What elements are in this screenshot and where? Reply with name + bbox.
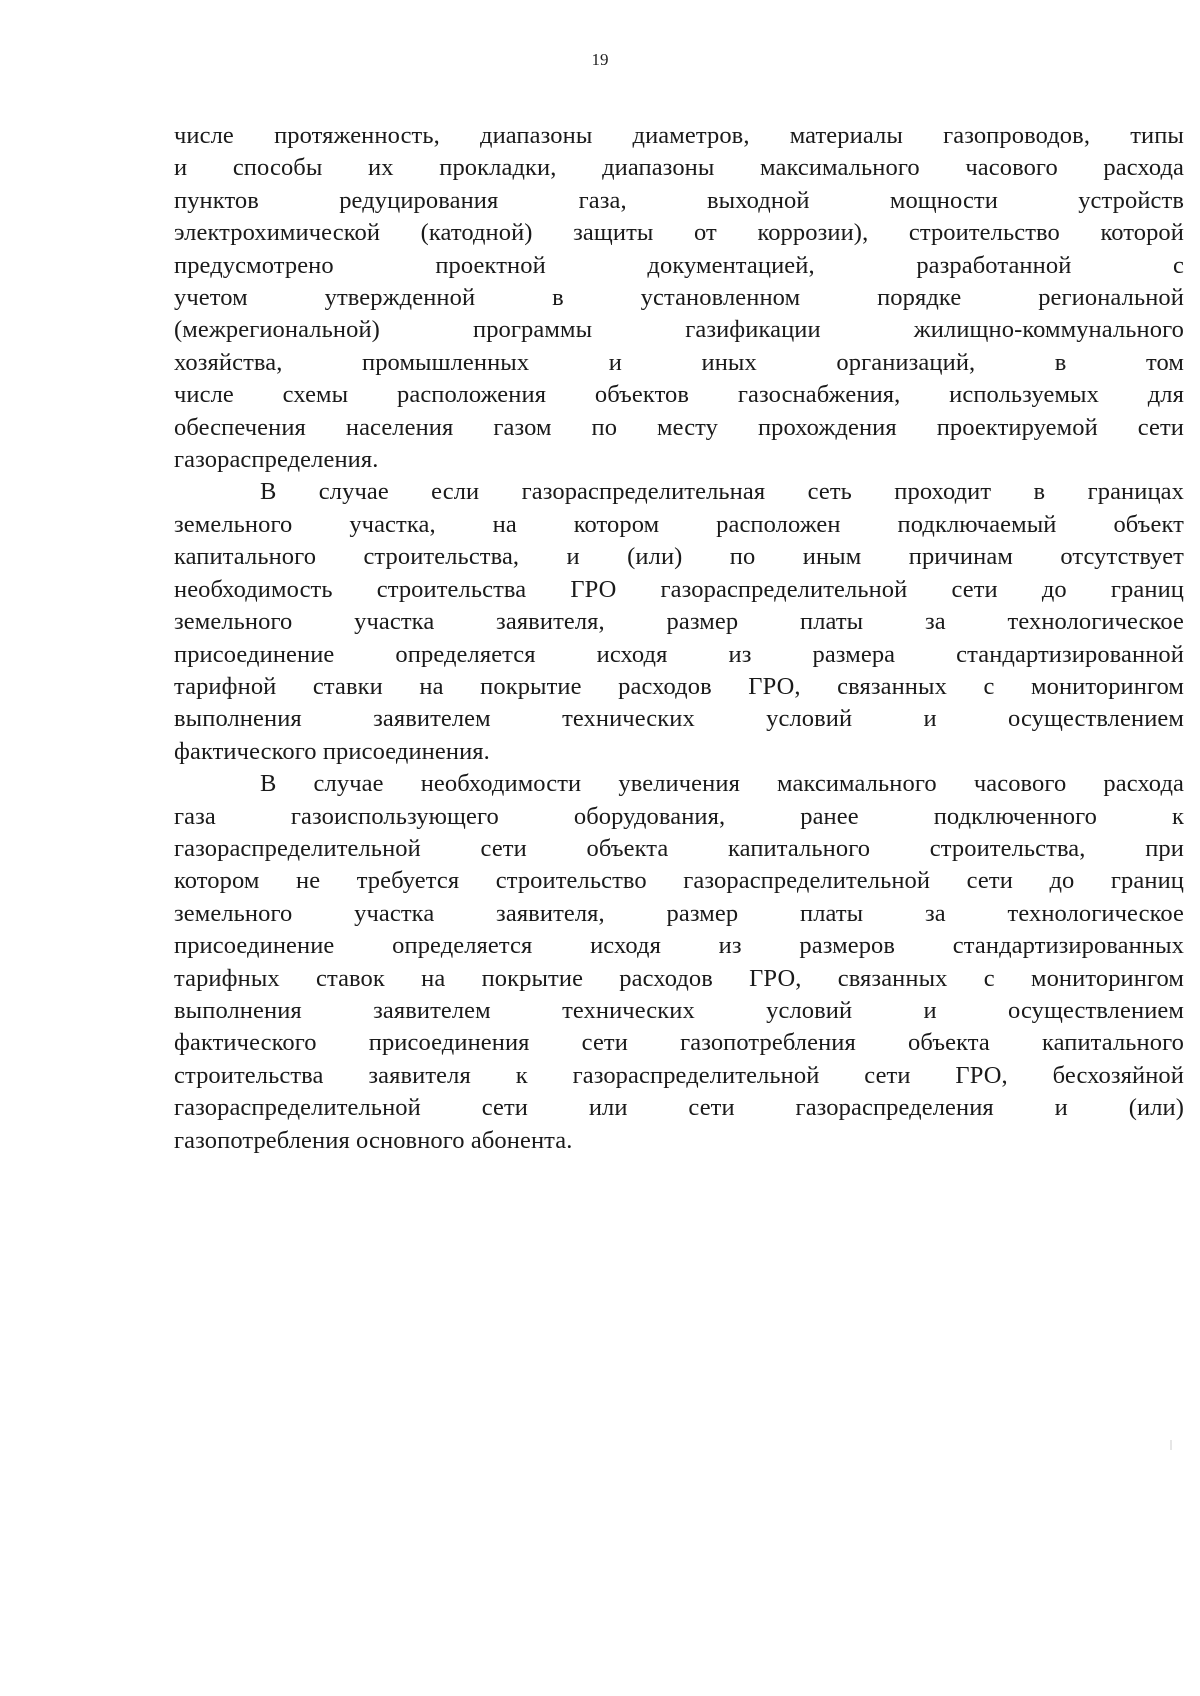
text-line: газопотребления основного абонента. (174, 1126, 573, 1154)
text-line: газораспределительной сети или сети газораспределения и (или) (174, 1094, 1184, 1122)
text-line: газораспределения. (174, 446, 379, 474)
text-line: (межрегиональной) программы газификации жилищно-коммунального (174, 316, 1184, 344)
text-line: электрохимической (катодной) защиты от коррозии), строительство которой (174, 219, 1184, 247)
text-line: котором не требуется строительство газораспределительной сети до границ (174, 867, 1184, 895)
text-line: тарифной ставки на покрытие расходов ГРО, связанных с мониторингом (174, 672, 1184, 700)
document-body (174, 120, 1184, 1157)
text-line: земельного участка заявителя, размер платы за технологическое (174, 608, 1184, 636)
paragraph-3 (174, 768, 1184, 1157)
text-line: необходимость строительства ГРО газораспределительной сети до границ (174, 575, 1184, 603)
text-line: выполнения заявителем технических условий и осуществлением (174, 705, 1184, 733)
text-line: обеспечения населения газом по месту прохождения проектируемой сети (174, 413, 1184, 441)
paragraph-1 (174, 120, 1184, 476)
text-line: фактического присоединения сети газопотребления объекта капитального (174, 1029, 1184, 1057)
text-line: присоединение определяется исходя из размеров стандартизированных (174, 932, 1184, 960)
page-number: 19 (591, 50, 609, 69)
text-line: и способы их прокладки, диапазоны максимального часового расхода (174, 154, 1184, 182)
text-line: земельного участка, на котором расположен подключаемый объект (174, 510, 1184, 538)
text-line: числе протяженность, диапазоны диаметров, материалы газопроводов, типы (174, 122, 1184, 149)
text-line: пунктов редуцирования газа, выходной мощности устройств (174, 186, 1184, 214)
text-line: присоединение определяется исходя из размера стандартизированной (174, 640, 1184, 668)
text-line: числе схемы расположения объектов газоснабжения, используемых для (174, 381, 1184, 409)
text-line: тарифных ставок на покрытие расходов ГРО, связанных с мониторингом (174, 964, 1184, 992)
text-line: учетом утвержденной в установленном порядке региональной (174, 284, 1184, 312)
scan-artifact (1170, 1440, 1172, 1450)
text-line: В случае необходимости увеличения максимального часового расхода (260, 770, 1184, 798)
text-line: фактического присоединения. (174, 737, 490, 765)
text-line: капитального строительства, и (или) по иным причинам отсутствует (174, 543, 1184, 571)
text-line: выполнения заявителем технических условий и осуществлением (174, 996, 1184, 1024)
text-line: газораспределительной сети объекта капитального строительства, при (174, 834, 1184, 862)
text-line: строительства заявителя к газораспределительной сети ГРО, бесхозяйной (174, 1061, 1184, 1089)
paragraph-2 (174, 476, 1184, 768)
text-line: газа газоиспользующего оборудования, ранее подключенного к (174, 802, 1184, 830)
text-line: земельного участка заявителя, размер платы за технологическое (174, 899, 1184, 927)
text-line: В случае если газораспределительная сеть проходит в границах (260, 478, 1184, 506)
text-line: предусмотрено проектной документацией, разработанной с (174, 251, 1184, 279)
text-line: хозяйства, промышленных и иных организаций, в том (174, 348, 1184, 376)
